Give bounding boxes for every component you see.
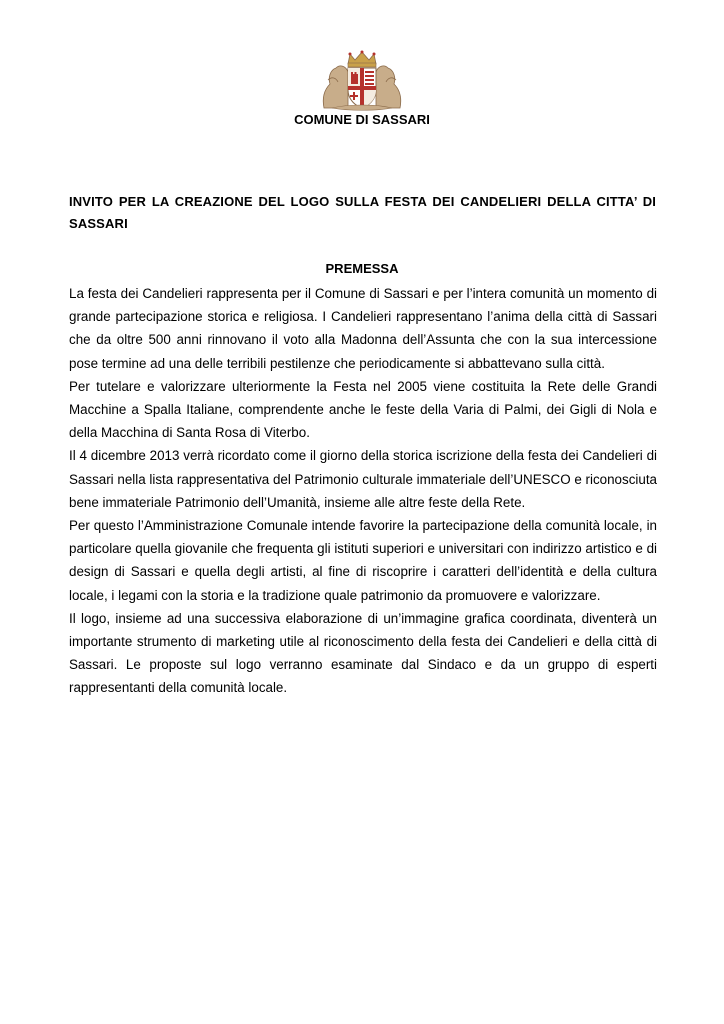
document-body	[69, 282, 657, 700]
paragraph: Per questo l’Amministrazione Comunale intende favorire la partecipazione della comunità locale, in particolare quella giovanile che frequenta gli istituti superiori e universitari con indirizzo artistico e di design di Sassari e quella degli artisti, al fine di riscoprire i caratteri dell’identità e della cultura locale, i legami con la storia e la tradizione quale patrimonio da promuovere e valorizzare.	[69, 518, 657, 603]
coat-of-arms-icon	[318, 50, 406, 112]
paragraph: La festa dei Candelieri rappresenta per il Comune di Sassari e per l’intera comunità un momento di grande partecipazione storica e religiosa. I Candelieri rappresentano l’anima della città di Sassari che da oltre 500 anni rinnovano il voto alla Madonna dell’Assunta che con la sua intercessione pose termine ad una delle terribili pestilenze che periodicamente si abbattevano sulla città.	[69, 286, 657, 371]
organization-name: COMUNE DI SASSARI	[294, 112, 430, 127]
paragraph: Il logo, insieme ad una successiva elaborazione di un’immagine grafica coordinata, diventerà un importante strumento di marketing utile al riconoscimento della festa dei Candelieri e della città di Sassari. Le proposte sul logo verranno esaminate dal Sindaco e da un gruppo di esperti rappresentanti della comunità locale.	[69, 610, 657, 696]
section-heading	[0, 261, 724, 277]
paragraph: Il 4 dicembre 2013 verrà ricordato come il giorno della storica iscrizione della festa dei Candelieri di Sassari nella lista rappresentativa del Patrimonio culturale immateriale dell’UNESCO e riconosciuta bene immateriale Patrimonio dell’Umanità, insieme alle altre feste della Rete.	[69, 448, 657, 510]
document-title: INVITO PER LA CREAZIONE DEL LOGO SULLA FESTA DEI CANDELIERI DELLA CITTA’ DI SASSARI	[69, 194, 656, 231]
paragraph: Per tutelare e valorizzare ulteriormente la Festa nel 2005 viene costituita la Rete delle Grandi Macchine a Spalla Italiane, comprendente anche le feste della Varia di Palmi, dei Gigli di Nola e della Macchina di Santa Rosa di Viterbo.	[69, 378, 657, 441]
section-heading-text: PREMESSA	[325, 261, 399, 276]
